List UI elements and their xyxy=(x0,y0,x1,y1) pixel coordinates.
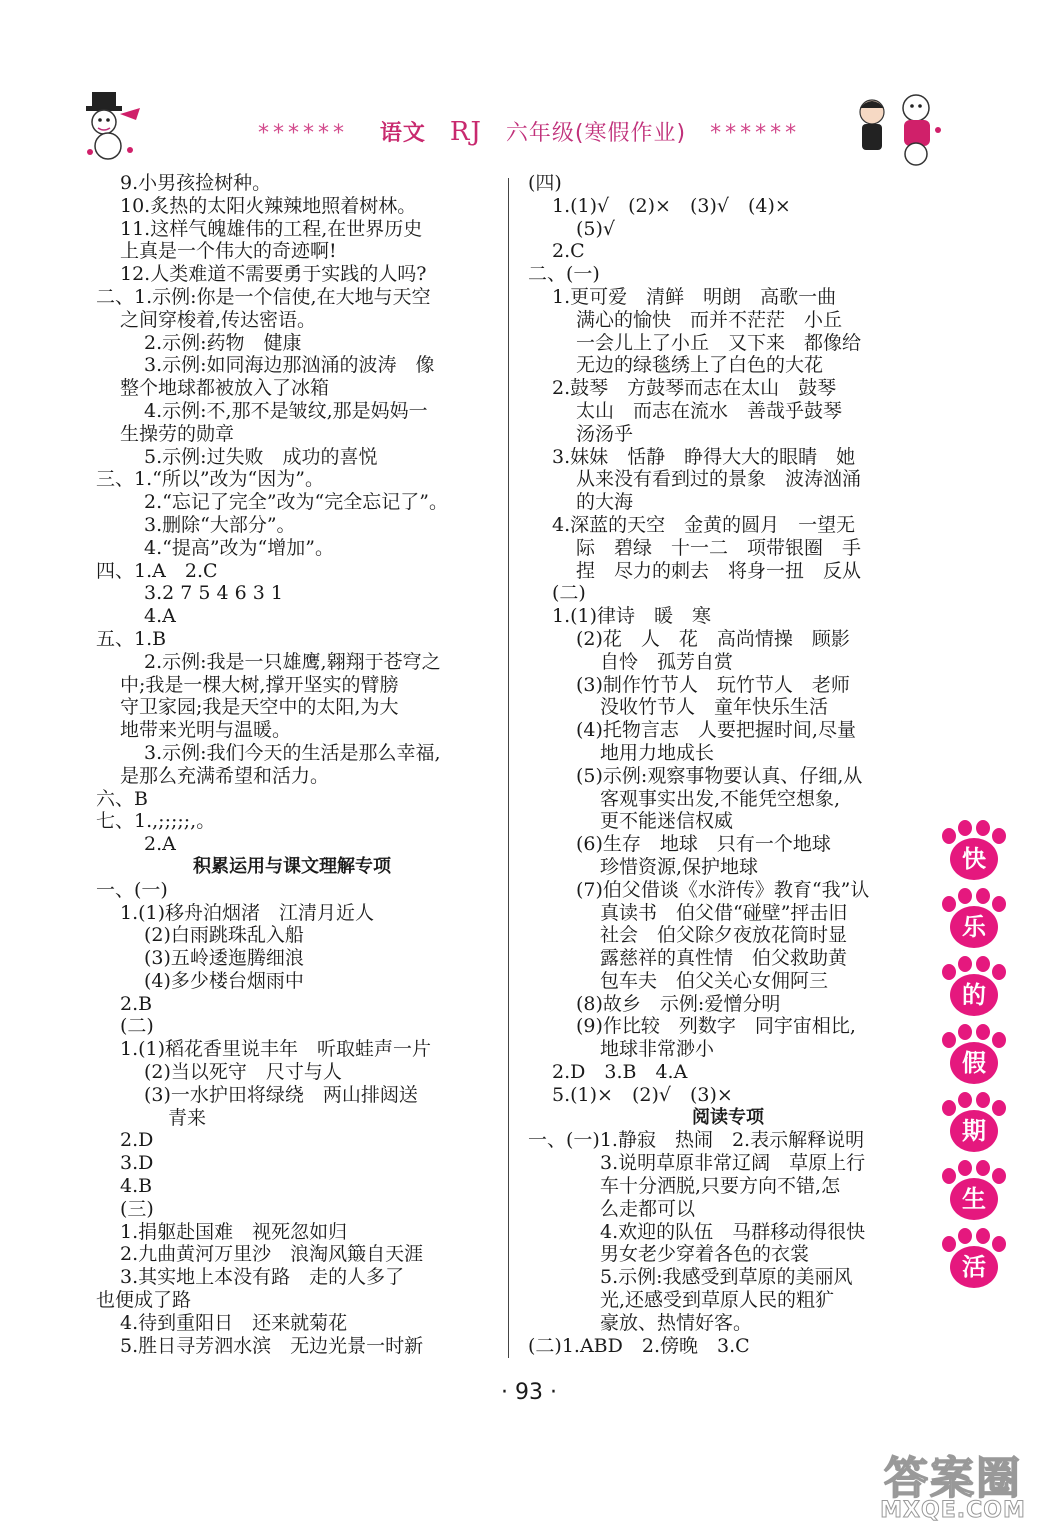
answer-line: 珍惜资源,保护地球 xyxy=(600,855,759,878)
answer-line: 1.(1)√ (2)× (3)√ (4)× xyxy=(552,194,791,217)
answer-line: (4)托物言志 人要把握时间,尽量 xyxy=(576,719,856,742)
answer-line: 二、1.示例:你是一个信使,在大地与天空 xyxy=(96,285,431,308)
page-header xyxy=(0,80,1058,170)
answer-line: 自怜 孤芳自赏 xyxy=(600,650,734,673)
paw-toe xyxy=(958,1092,972,1108)
answer-line: 也便成了路 xyxy=(96,1289,192,1312)
answer-line: 5.(1)× (2)√ (3)× xyxy=(552,1083,733,1106)
answer-line: 3.示例:如同海边那汹涌的波涛 像 xyxy=(144,354,435,377)
answer-line: (二) xyxy=(552,582,586,605)
header-stars-left: ****** xyxy=(257,121,348,146)
page-number: · 93 · xyxy=(501,1380,557,1405)
header-edition: RJ xyxy=(449,117,482,147)
paw-toe xyxy=(958,888,972,904)
answer-line: 3.删除“大部分”。 xyxy=(144,513,296,536)
paw-print-badge xyxy=(936,1024,1016,1092)
answer-line: 5.示例:过失败 成功的喜悦 xyxy=(144,445,378,468)
answer-line: 露慈祥的真性情 伯父救助黄 xyxy=(600,947,848,970)
answer-line: (6)生存 地球 只有一个地球 xyxy=(576,833,831,856)
answer-line: 5.胜日寻芳泗水滨 无边光景一时新 xyxy=(120,1334,424,1357)
answer-line: 地用力地成长 xyxy=(600,741,715,764)
answer-line: (2)当以死守 尺寸与人 xyxy=(144,1061,342,1084)
answer-line: 2.D xyxy=(120,1129,154,1152)
answer-line: 社会 伯父除夕夜放花筒时显 xyxy=(600,924,848,947)
header-grade: 六年级(寒假作业) xyxy=(505,121,687,146)
answer-line: 3.2 7 5 4 6 3 1 xyxy=(144,582,283,605)
paw-character: 活 xyxy=(962,1253,986,1281)
paw-print-badge xyxy=(936,1160,1016,1228)
answer-line: (3)一水护田将绿绕 两山排闼送 xyxy=(144,1083,418,1106)
answer-line: (3)五岭逶迤腾细浪 xyxy=(144,947,304,970)
header-stars-right: ****** xyxy=(710,121,801,146)
section-heading: 积累运用与课文理解专项 xyxy=(193,855,391,877)
answer-line: 2.C xyxy=(552,240,585,263)
answer-line: 二、(一) xyxy=(528,263,600,286)
answer-line: 3.妹妹 恬静 睁得大大的眼睛 她 xyxy=(552,445,856,468)
paw-character: 的 xyxy=(962,981,986,1009)
answer-line: 七、1.,;;;;;,。 xyxy=(96,810,216,833)
answer-line: 捏 尽力的刺去 将身一扭 反从 xyxy=(576,559,862,582)
answer-column-right xyxy=(528,172,928,1357)
answer-line: (4)多少楼台烟雨中 xyxy=(144,969,304,992)
answer-line: 际 碧绿 十一二 项带银圈 手 xyxy=(576,536,862,559)
answer-line: 2.“忘记了完全”改为“完全忘记了”。 xyxy=(144,491,448,514)
answer-line: 2.示例:药物 健康 xyxy=(144,331,302,354)
answer-line: 3.D xyxy=(120,1152,154,1175)
answer-line: 1.(1)律诗 暖 寒 xyxy=(552,605,712,628)
answer-line: (9)作比较 列数字 同宇宙相比, xyxy=(576,1015,856,1038)
paw-print-badge xyxy=(936,1092,1016,1160)
answer-line: (5)示例:观察事物要认真、仔细,从 xyxy=(576,764,863,787)
children-illustration-right xyxy=(850,90,946,168)
answer-line: (2)白雨跳珠乱入船 xyxy=(144,924,304,947)
answer-line: (三) xyxy=(120,1197,154,1220)
answer-line: 3.说明草原非常辽阔 草原上行 xyxy=(600,1152,866,1175)
answer-line: 车十分洒脱,只要方向不错,怎 xyxy=(600,1175,841,1198)
answer-line: 4.待到重阳日 还来就菊花 xyxy=(120,1311,348,1334)
answer-line: 1.(1)移舟泊烟渚 江清月近人 xyxy=(120,901,375,924)
answer-line: (7)伯父借谈《水浒传》教育“我”认 xyxy=(576,878,870,901)
answer-line: 1.(1)稻花香里说丰年 听取蛙声一片 xyxy=(120,1038,432,1061)
answer-line: 豪放、热情好客。 xyxy=(600,1311,753,1334)
paw-print-badge xyxy=(936,956,1016,1024)
answer-line: 么走都可以 xyxy=(600,1197,696,1220)
watermark-text: 答案圈 xyxy=(884,1453,1022,1504)
answer-line: 4.B xyxy=(120,1175,153,1198)
answer-line: 上真是一个伟大的奇迹啊! xyxy=(120,240,337,263)
paw-character: 生 xyxy=(962,1185,986,1213)
watermark-url: MXQE.COM xyxy=(880,1498,1026,1523)
answer-line: (8)故乡 示例:爱憎分明 xyxy=(576,992,781,1015)
section-heading: 阅读专项 xyxy=(692,1106,764,1128)
answer-line: 2.D 3.B 4.A xyxy=(552,1061,688,1084)
answer-line: 4.欢迎的队伍 马群移动得很快 xyxy=(600,1220,866,1243)
answer-line: (四) xyxy=(528,172,562,194)
answer-line: 2.九曲黄河万里沙 浪淘风簸自天涯 xyxy=(120,1243,424,1266)
answer-line: 4.深蓝的天空 金黄的圆月 一望无 xyxy=(552,513,856,536)
answer-line: 包车夫 伯父关心女佣阿三 xyxy=(600,969,829,992)
paw-toe xyxy=(976,956,990,972)
answer-line: 之间穿梭着,传达密语。 xyxy=(120,308,317,331)
answer-line: 1.更可爱 清鲜 明朗 高歌一曲 xyxy=(552,285,837,308)
paw-print-badge xyxy=(936,888,1016,956)
paw-toe xyxy=(976,888,990,904)
answer-line: 三、1.“所以”改为“因为”。 xyxy=(96,468,324,491)
answer-line: 11.这样气魄雄伟的工程,在世界历史 xyxy=(120,217,423,240)
paw-toe xyxy=(958,820,972,836)
answer-line: (二) xyxy=(120,1015,154,1038)
answer-line: 五、1.B xyxy=(96,627,167,650)
answer-line: 满心的愉快 而并不茫茫 小丘 xyxy=(576,308,843,331)
paw-toe xyxy=(958,1160,972,1176)
answer-line: 中;我是一棵大树,撑开坚实的臂膀 xyxy=(120,673,399,696)
answer-line: 真读书 伯父借“碰壁”抨击旧 xyxy=(600,901,848,924)
paw-toe xyxy=(976,1092,990,1108)
answer-line: 男女老少穿着各色的衣裳 xyxy=(600,1243,810,1266)
column-divider xyxy=(508,178,509,1358)
answer-line: (5)√ xyxy=(576,217,616,240)
answer-column-left xyxy=(96,172,488,1357)
answer-line: 4.示例:不,那不是皱纹,那是妈妈一 xyxy=(144,399,428,422)
paw-toe xyxy=(958,1024,972,1040)
answer-line: 一会儿上了小丘 又下来 都像给 xyxy=(576,331,862,354)
answer-line: 3.示例:我们今天的生活是那么幸福, xyxy=(144,741,441,764)
answer-line: 2.A xyxy=(144,833,176,856)
answer-line: 守卫家园;我是天空中的太阳,为大 xyxy=(120,696,399,719)
answer-line: 4.A xyxy=(144,605,176,628)
answer-line: 地球非常渺小 xyxy=(600,1038,715,1061)
header-subject: 语文 xyxy=(379,121,426,146)
answer-line: 客观事实出发,不能凭空想象, xyxy=(600,787,841,810)
answer-line: 光,还感受到草原人民的粗犷 xyxy=(600,1289,835,1312)
answer-line: 2.鼓琴 方鼓琴而志在太山 鼓琴 xyxy=(552,377,837,400)
answer-line: 青来 xyxy=(168,1106,207,1129)
paw-toe xyxy=(976,820,990,836)
paw-toe xyxy=(976,1228,990,1244)
answer-line: 更不能迷信权威 xyxy=(600,810,734,833)
answer-line: 12.人类难道不需要勇于实践的人吗? xyxy=(120,263,427,286)
answer-line: 从来没有看到过的景象 波涛汹涌 xyxy=(576,468,862,491)
answer-line: 无边的绿毯绣上了白色的大花 xyxy=(576,354,824,377)
paw-character: 快 xyxy=(962,845,986,873)
paw-toe xyxy=(976,1024,990,1040)
paw-character: 期 xyxy=(962,1117,986,1145)
answer-line: 2.B xyxy=(120,992,153,1015)
watermark-logo xyxy=(868,1440,1038,1530)
paw-toe xyxy=(976,1160,990,1176)
answer-line: 一、(一) xyxy=(96,878,168,901)
answer-line: 六、B xyxy=(96,787,148,810)
answer-line: 4.“提高”改为“增加”。 xyxy=(144,536,334,559)
answer-line: (二)1.ABD 2.傍晚 3.C xyxy=(528,1334,750,1357)
answer-line: 没收竹节人 童年快乐生活 xyxy=(600,696,829,719)
answer-line: 2.示例:我是一只雄鹰,翱翔于苍穹之 xyxy=(144,650,441,673)
answer-line: 9.小男孩捡树种。 xyxy=(120,172,272,194)
answer-line: 生操劳的勋章 xyxy=(120,422,235,445)
answer-line: 四、1.A 2.C xyxy=(96,559,218,582)
answer-line: 是那么充满希望和活力。 xyxy=(120,764,330,787)
answer-line: 5.示例:我感受到草原的美丽风 xyxy=(600,1266,853,1289)
answer-line: 汤汤乎 xyxy=(576,422,634,445)
paw-print-badge xyxy=(936,820,1016,888)
answer-line: 3.其实地上本没有路 走的人多了 xyxy=(120,1266,405,1289)
answer-line: 太山 而志在流水 善哉乎鼓琴 xyxy=(576,399,843,422)
answer-line: 1.捐躯赴国难 视死忽如归 xyxy=(120,1220,348,1243)
paw-toe xyxy=(958,956,972,972)
paw-toe xyxy=(958,1228,972,1244)
paw-print-badge xyxy=(936,1228,1016,1296)
answer-line: 的大海 xyxy=(576,491,634,514)
answer-line: (2)花 人 花 高尚情操 顾影 xyxy=(576,627,850,650)
answer-line: 10.炙热的太阳火辣辣地照着树林。 xyxy=(120,194,417,217)
answer-line: 整个地球都被放入了冰箱 xyxy=(120,377,330,400)
side-banner xyxy=(936,820,1016,1296)
paw-character: 乐 xyxy=(962,913,986,941)
answer-line: 一、(一)1.静寂 热闹 2.表示解释说明 xyxy=(528,1129,865,1152)
paw-character: 假 xyxy=(962,1049,986,1077)
answer-line: 地带来光明与温暖。 xyxy=(120,719,292,742)
answer-line: (3)制作竹节人 玩竹节人 老师 xyxy=(576,673,850,696)
